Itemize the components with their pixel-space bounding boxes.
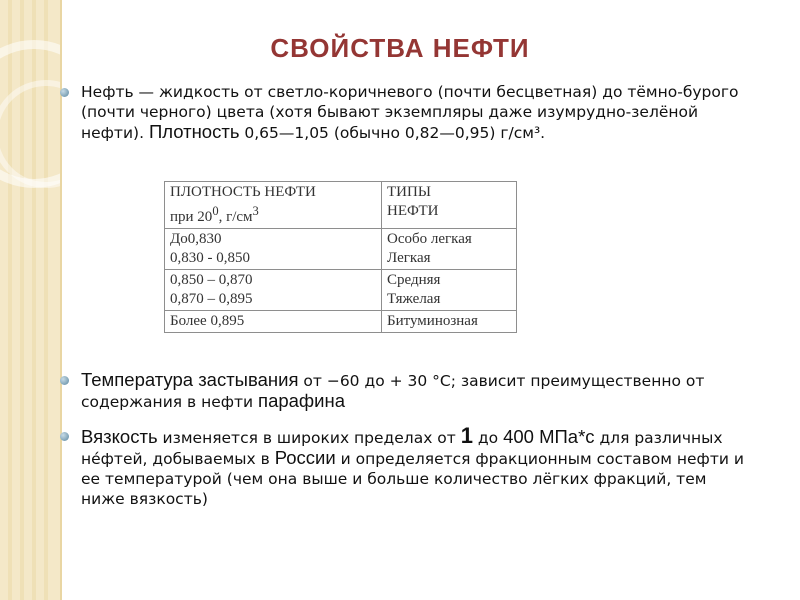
table-row (165, 229, 517, 270)
cell-type: Особо легкая Легкая (382, 229, 517, 270)
cell-density: Более 0,895 (165, 311, 382, 333)
bullet-oil-description (60, 82, 750, 143)
decorative-left-strip (0, 0, 62, 600)
bullet-text-part: и определяется фракционным составом нефти и ее температурой (чем она выше и больше количество лёгких фракций, тем ниже вязкость) (81, 450, 744, 508)
density-table (164, 181, 517, 333)
bullet-viscosity (60, 423, 750, 509)
density-term: Плотность (148, 121, 240, 142)
header-oil-types: ТИПЫ НЕФТИ (382, 182, 517, 229)
header-density-unit: , г/см (218, 209, 253, 225)
bullet-pour-point (60, 370, 750, 412)
header-degree-sup: 0 (212, 204, 219, 218)
cell-type: Средняя Тяжелая (382, 270, 517, 311)
header-density-line1: ПЛОТНОСТЬ НЕФТИ (170, 184, 316, 200)
pour-point-term: Температура застывания (81, 369, 299, 390)
bullet-text-part: Нефть — жидкость от светло-коричневого (почти бесцветная) до тёмно-бурого (почти черного) цвета (хотя бывают экземпляры даже изумрудно-зелёной нефти). (81, 83, 739, 142)
table-row (165, 270, 517, 311)
decorative-ring (0, 80, 62, 188)
slide-title: СВОЙСТВА НЕФТИ (270, 33, 530, 63)
header-unit-sup: 3 (252, 204, 259, 218)
paraffin-term: парафина (258, 390, 345, 411)
viscosity-max-value: 400 МПа*с (503, 426, 595, 447)
cell-density: 0,850 – 0,870 0,870 – 0,895 (165, 270, 382, 311)
table-row (165, 311, 517, 333)
bullet-text-part: изменяется в широких пределах от (157, 429, 461, 447)
viscosity-min-value: 1 (460, 423, 473, 448)
bullet-text (81, 370, 750, 412)
table-header-row (165, 182, 517, 229)
viscosity-term: Вязкость (81, 426, 158, 447)
bullet-text (81, 82, 750, 143)
header-density-line2: при 20 (170, 209, 213, 225)
bullet-text-part: 0,65—1,05 (обычно 0,82—0,95) г/см³. (239, 124, 546, 142)
bullet-text (81, 423, 750, 509)
cell-type: Битуминозная (382, 311, 517, 333)
russia-term: России (274, 447, 336, 468)
bullet-dot-icon (60, 376, 69, 385)
cell-density: До0,830 0,830 - 0,850 (165, 229, 382, 270)
bullet-text-part: от −60 до + 30 °C; зависит преимущественно от содержания в нефти (81, 372, 705, 411)
bullet-text-part: для различных нéфтей, добываемых в (81, 429, 723, 468)
bullet-dot-icon (60, 88, 69, 97)
bullet-text-part: до (473, 429, 504, 447)
bullet-dot-icon (60, 432, 69, 441)
header-density (165, 182, 382, 229)
